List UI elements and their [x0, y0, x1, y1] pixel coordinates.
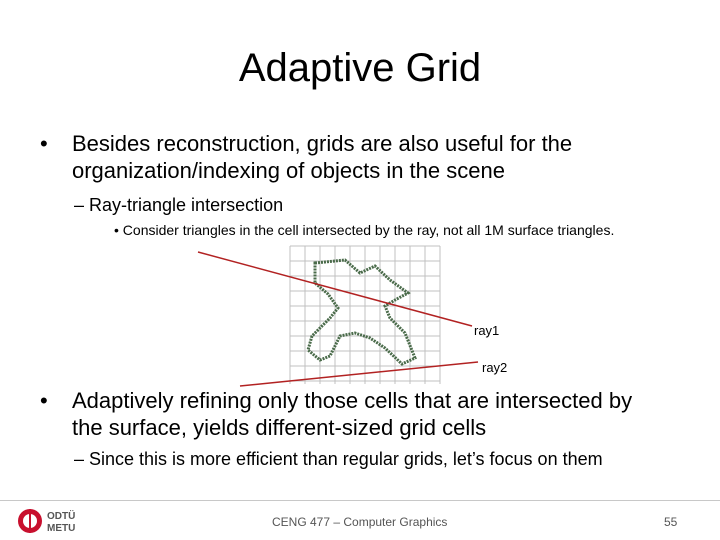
subsub-bullet-consider-triangles: • Consider triangles in the cell intersected by the ray, not all 1M surface triangles. — [114, 222, 615, 238]
grid-lines — [290, 246, 440, 384]
logo-text-odtu: ODTÜ — [47, 511, 76, 522]
footer-course: CENG 477 – Computer Graphics — [272, 515, 448, 529]
odtu-metu-logo — [16, 507, 88, 535]
bullet-1 — [40, 130, 690, 184]
ray1-label: ray1 — [474, 323, 500, 338]
bullet-marker: • — [40, 131, 48, 156]
sub-bullet-efficient: – Since this is more efficient than regular grids, let’s focus on them — [74, 449, 603, 469]
page-number: 55 — [664, 515, 678, 529]
bullet-2-line-2: the surface, yields different-sized grid cells — [72, 415, 487, 440]
footer-divider — [0, 500, 720, 501]
ray2-label: ray2 — [482, 360, 508, 375]
bullet-2-line-1: Adaptively refining only those cells that are intersected by — [72, 388, 633, 413]
bullet-1-line-1: Besides reconstruction, grids are also useful for the — [72, 131, 573, 156]
slide-title: Adaptive Grid — [238, 46, 482, 90]
bullet-2 — [40, 387, 690, 441]
bullet-1-line-2: organization/indexing of objects in the scene — [72, 158, 505, 183]
adaptive-grid-figure — [180, 238, 540, 390]
logo-text-metu: METU — [47, 523, 76, 534]
bullet-marker: • — [40, 388, 48, 413]
sub-bullet-ray-triangle: – Ray-triangle intersection — [74, 195, 284, 215]
